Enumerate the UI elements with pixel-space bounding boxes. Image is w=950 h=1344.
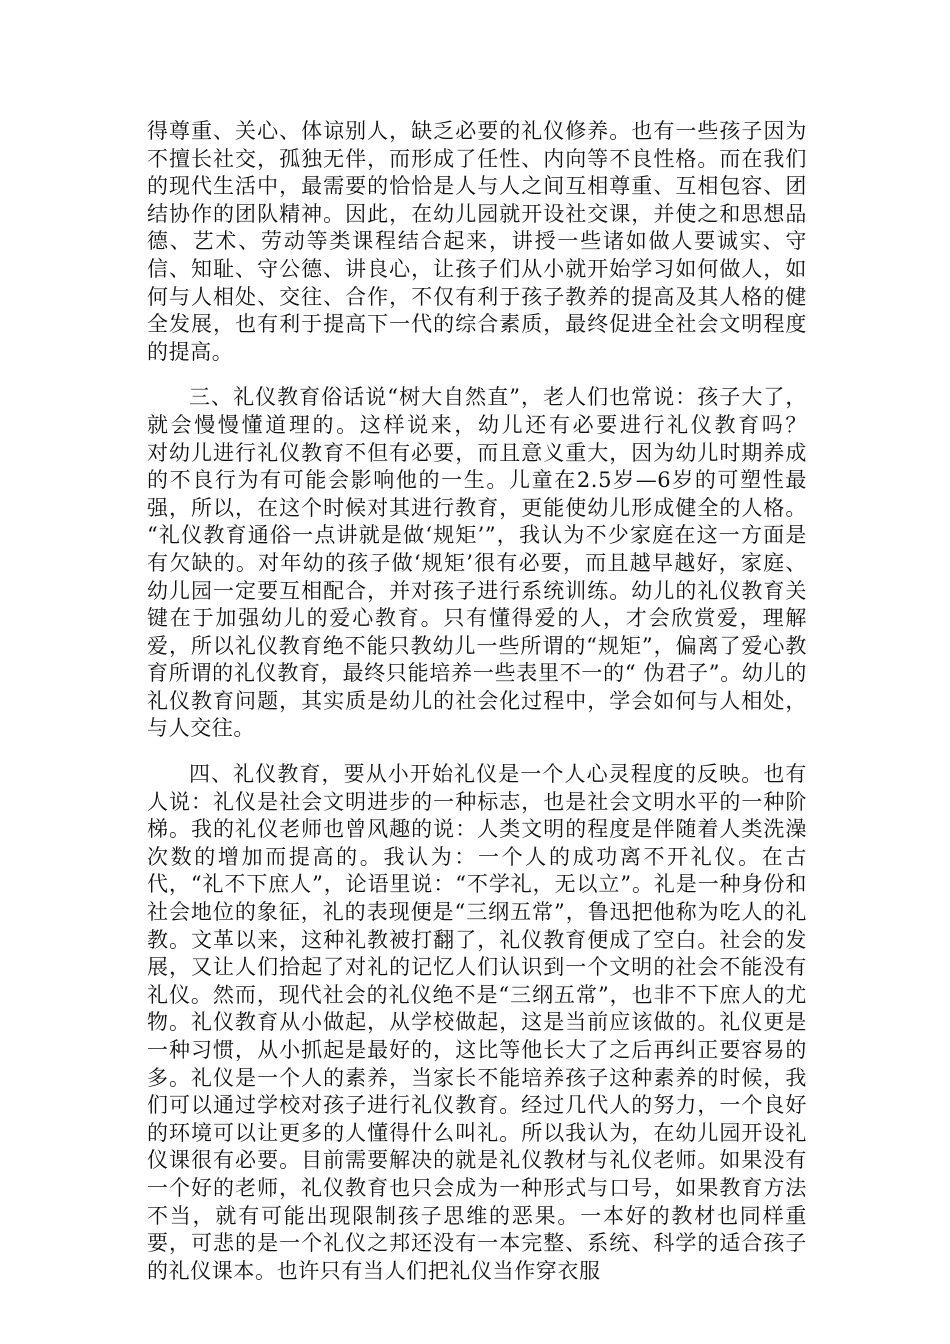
paragraph-1: 得尊重、关心、体谅别人，缺乏必要的礼仪修养。也有一些孩子因为不擅长社交，孤独无伴，而形成了任性、内向等不良性格。而在我们的现代生活中，最需要的恰恰是人与人之间互相尊重、互相包容、团结协作的团队精神。因此，在幼儿园就开设社交课，并使之和思想品德、艺术、劳动等类课程结合起来，讲授一些诸如做人要诚实、守信、知耻、守公德、讲良心，让孩子们从小就开始学习如何做人，如何与人相处、交往、合作，不仅有利于孩子教养的提高及其人格的健全发展，也有利于提高下一代的综合素质，最终促进全社会文明程度的提高。 [147,119,807,364]
paragraph-2: 三、礼仪教育俗话说“树大自然直”，老人们也常说：孩子大了，就会慢慢懂道理的。这样说来，幼儿还有必要进行礼仪教育吗？ 对幼儿进行礼仪教育不但有必要，而且意义重大，因为幼儿时期养成的不良行为有可能会影响他的一生。儿童在2.5岁—6岁的可塑性最强，所以，在这个时候对其进行教育，更能使幼儿形成健全的人格。 “礼仪教育通俗一点讲就是做‘规矩’”，我认为不少家庭在这一方面是有欠缺的。对年幼的孩子做‘规矩’很有必要，而且越早越好，家庭、幼儿园一定要互相配合，并对孩子进行系统训练。幼儿的礼仪教育关键在于加强幼儿的爱心教育。只有懂得爱的人，才会欣赏爱，理解爱，所以礼仪教育绝不能只教幼儿一些所谓的“规矩”，偏离了爱心教育所谓的礼仪教育，最终只能培养一些表里不一的“ 伪君子”。幼儿的礼仪教育问题，其实质是幼儿的社会化过程中，学会如何与人相处，与人交往。 [147,385,851,741]
document-page [147,118,851,1303]
paragraph-3: 四、礼仪教育，要从小开始礼仪是一个人心灵程度的反映。也有人说：礼仪是社会文明进步的一种标志，也是社会文明水平的一种阶梯。我的礼仪老师也曾风趣的说：人类文明的程度是伴随着人类洗澡次数的增加而提高的。我认为：一个人的成功离不开礼仪。在古代，“礼不下庶人”，论语里说：“不学礼，无以立”。礼是一种身份和社会地位的象征，礼的表现便是“三纲五常”，鲁迅把他称为吃人的礼教。文革以来，这种礼教被打翻了，礼仪教育便成了空白。社会的发展，又让人们拾起了对礼的记忆人们认识到一个文明的社会不能没有礼仪。然而，现代社会的礼仪绝不是“三纲五常”，也非不下庶人的尤物。礼仪教育从小做起，从学校做起，这是当前应该做的。礼仪更是一种习惯，从小抓起是最好的，这比等他长大了之后再纠正要容易的多。礼仪是一个人的素养，当家长不能培养孩子这种素养的时候，我们可以通过学校对孩子进行礼仪教育。经过几代人的努力，一个良好的环境可以让更多的人懂得什么叫礼。所以我认为，在幼儿园开设礼仪课很有必要。目前需要解决的就是礼仪教材与礼仪老师。如果没有一个好的老师，礼仪教育也只会成为一种形式与口号，如果教育方法不当，就有可能出现限制孩子思维的恶果。一本好的教材也同样重要，可悲的是一个礼仪之邦还没有一本完整、系统、科学的适合孩子的礼仪课本。也许只有当人们把礼仪当作穿衣服 [147,762,807,1283]
